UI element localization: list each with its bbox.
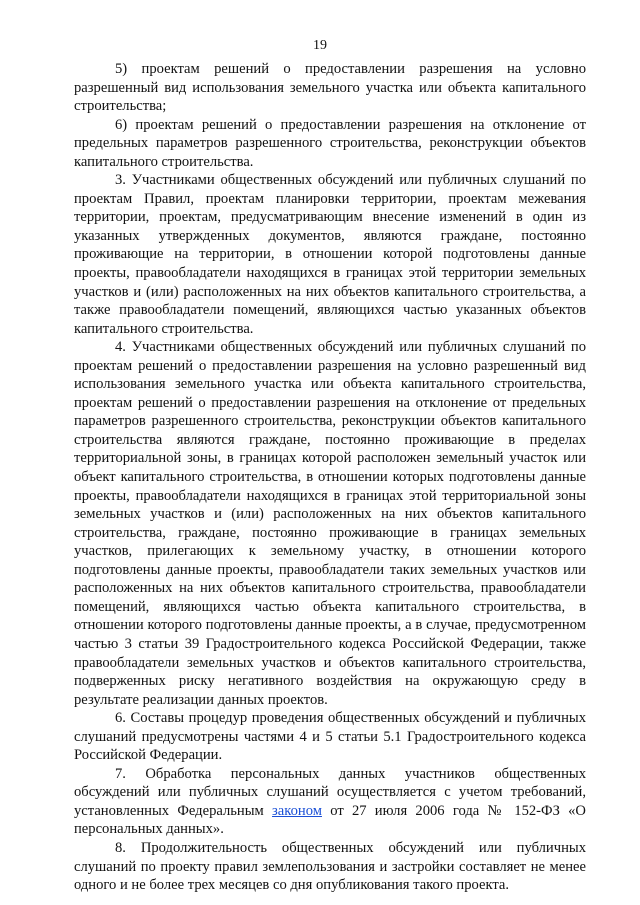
- paragraph-section-3: 3. Участниками общественных обсуждений или публичных слушаний по проектам Правил, проектам планировки территории, проектам межевания территории, проектам, предусматривающим внесение изменений в один из указанных утвержденных документов, являются граждане, постоянно проживающие на территории, в отношении которой подготовлены данные проекты, правообладатели находящихся в границах этой территории земельных участков и (или) расположенных на них объектов капитального строительства, а также правообладатели помещений, являющихся частью указанных объектов капитального строительства.: [74, 172, 586, 337]
- page-number: 19: [313, 38, 327, 53]
- paragraph-section-7-text-before: 7. Обработка персональных данных участников общественных обсуждений или публичных слушаний осуществляется с учетом требований, установленных Федеральным: [74, 765, 586, 819]
- paragraph-section-7-text-after: от 27 июля 2006 года № 152-ФЗ «О персональных данных».: [74, 802, 586, 838]
- paragraph-item-5: 5) проектам решений о предоставлении разрешения на условно разрешенный вид использования земельного участка или объекта капитального строительства;: [74, 61, 586, 115]
- paragraph-item-6: 6) проектам решений о предоставлении разрешения на отклонение от предельных параметров разрешенного строительства, реконструкции объектов капитального строительства.: [74, 116, 586, 170]
- paragraph-section-7: [74, 765, 586, 839]
- document-body: [74, 60, 586, 895]
- paragraph-section-4: 4. Участниками общественных обсуждений или публичных слушаний по проектам решений о предоставлении разрешения на условно разрешенный вид использования земельного участка или объекта капитального строительства, проектам решений о предоставлении разрешения на отклонение от предельных параметров разрешенного строительства, реконструкции объектов капитального строительства являются граждане, постоянно проживающие в пределах территориальной зоны, в границах которой расположен земельный участок или объект капитального строительства, в отношении которых подготовлены данные проекты, правообладатели находящихся в границах этой территориальной зоны земельных участков и (или) расположенных на них объектов капитального строительства, граждане, постоянно проживающие в границах земельных участков, прилегающих к земельному участку, в отношении которого подготовлены данные проекты, правообладатели таких земельных участков или расположенных на них объектов капитального строительства, правообладатели помещений, являющихся частью объекта капитального строительства, в отношении которого подготовлены данные проекты, а в случае, предусмотренном частью 3 статьи 39 Градостроительного кодекса Российской Федерации, также правообладатели земельных участков и объектов капитального строительства, подверженных риску негативного воздействия на окружающую среду в результате реализации данных проектов.: [74, 339, 586, 708]
- paragraph-section-8: 8. Продолжительность общественных обсуждений или публичных слушаний по проекту правил землепользования и застройки составляет не менее одного и не более трех месяцев со дня опубликования такого проекта.: [74, 839, 586, 894]
- federal-law-link[interactable]: законом: [272, 802, 322, 819]
- paragraph-section-6: 6. Составы процедур проведения общественных обсуждений и публичных слушаний предусмотрены частями 4 и 5 статьи 5.1 Градостроительного кодекса Российской Федерации.: [74, 710, 586, 764]
